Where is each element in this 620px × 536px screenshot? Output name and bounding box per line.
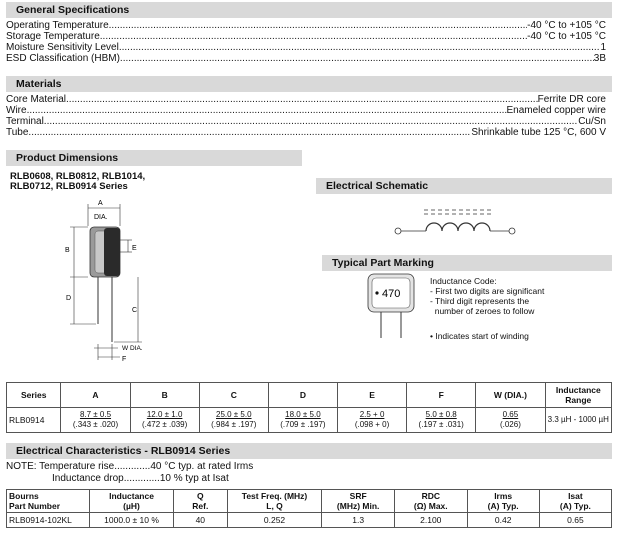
col-header: SRF (MHz) Min. xyxy=(322,490,395,513)
marking-note: • Indicates start of winding xyxy=(430,331,529,341)
table-header-row xyxy=(7,490,612,513)
dim-cell: 18.0 ± 5.0 (.709 ± .197) xyxy=(268,408,337,433)
series-line-2: RLB0712, RLB0914 Series xyxy=(10,181,128,192)
dim-label-d: D xyxy=(66,295,72,302)
table-header-row xyxy=(7,383,612,408)
material-label: Tube xyxy=(6,127,29,138)
q-cell: 40 xyxy=(173,513,227,528)
test-freq-cell: 0.252 xyxy=(227,513,322,528)
materials-header: Materials xyxy=(6,76,612,92)
electrical-header: Electrical Characteristics - RLB0914 Series xyxy=(6,443,612,459)
col-header: Irms (A) Typ. xyxy=(467,490,539,513)
material-label: Core Material xyxy=(6,94,67,105)
marking-note: - Third digit represents the xyxy=(430,296,530,306)
col-header: Q Ref. xyxy=(173,490,227,513)
material-label: Terminal xyxy=(6,116,44,127)
isat-cell: 0.65 xyxy=(539,513,611,528)
dim-label-w-dia: W DIA. xyxy=(122,345,143,352)
inductance-cell: 1000.0 ± 10 % xyxy=(90,513,174,528)
material-label: Wire xyxy=(6,105,27,116)
material-row xyxy=(6,127,606,139)
schematic-header: Electrical Schematic xyxy=(316,178,612,194)
table-row xyxy=(7,408,612,433)
spec-label: Storage Temperature xyxy=(6,31,100,42)
spec-value: 3B xyxy=(593,53,606,64)
note-inductance-drop: Inductance drop.............10 % typ at Isat xyxy=(52,473,229,484)
srf-cell: 1.3 xyxy=(322,513,395,528)
col-header: Isat (A) Typ. xyxy=(539,490,611,513)
dim-cell: 25.0 ± 5.0 (.984 ± .197) xyxy=(199,408,268,433)
irms-cell: 0.42 xyxy=(467,513,539,528)
dim-cell: 0.65 (.026) xyxy=(476,408,545,433)
series-line-1: RLB0608, RLB0812, RLB1014, xyxy=(10,171,146,182)
note-temperature-rise: NOTE: Temperature rise.............40 °C typ. at rated Irms xyxy=(6,461,254,472)
product-dimensions-header: Product Dimensions xyxy=(6,150,302,166)
general-specs-header: General Specifications xyxy=(6,2,612,18)
marking-code: 470 xyxy=(382,288,401,300)
dim-label-a-dia: DIA. xyxy=(94,214,108,221)
material-value: Enameled copper wire xyxy=(506,105,606,116)
spec-row xyxy=(6,53,606,65)
spec-value: -40 °C to +105 °C xyxy=(527,20,606,31)
dimension-drawing xyxy=(40,194,180,370)
col-header: B xyxy=(130,383,199,408)
marking-header: Typical Part Marking xyxy=(322,255,612,271)
col-header: E xyxy=(337,383,406,408)
dim-label-f: F xyxy=(122,356,127,363)
dim-cell: 5.0 ± 0.8 (.197 ± .031) xyxy=(407,408,476,433)
dim-cell: 8.7 ± 0.5 (.343 ± .020) xyxy=(61,408,130,433)
dim-label-b: B xyxy=(65,247,70,254)
col-header: A xyxy=(61,383,130,408)
series-cell: RLB0914 xyxy=(7,408,61,433)
spec-value: 1 xyxy=(600,42,606,53)
col-header: Bourns Part Number xyxy=(7,490,90,513)
material-value: Ferrite DR core xyxy=(537,94,606,105)
spec-value: -40 °C to +105 °C xyxy=(527,31,606,42)
inductor-schematic xyxy=(390,204,520,244)
col-header: F xyxy=(407,383,476,408)
dim-label-e: E xyxy=(132,245,137,252)
marking-note: number of zeroes to follow xyxy=(430,306,535,316)
part-number-cell: RLB0914-102KL xyxy=(7,513,90,528)
rdc-cell: 2.100 xyxy=(395,513,468,528)
dim-label-a: A xyxy=(98,200,103,207)
col-header: Series xyxy=(7,383,61,408)
material-value: Cu/Sn xyxy=(578,116,606,127)
col-header: RDC (Ω) Max. xyxy=(395,490,468,513)
col-header: Inductance (µH) xyxy=(90,490,174,513)
material-value: Shrinkable tube 125 °C, 600 V xyxy=(471,127,606,138)
marking-note: - First two digits are significant xyxy=(430,286,545,296)
dimensions-table xyxy=(6,382,612,433)
spec-label: Moisture Sensitivity Level xyxy=(6,42,119,53)
dim-cell: 2.5 + 0 (.098 + 0) xyxy=(337,408,406,433)
col-header: C xyxy=(199,383,268,408)
col-header: Test Freq. (MHz) L, Q xyxy=(227,490,322,513)
electrical-table xyxy=(6,489,612,528)
col-header: Inductance Range xyxy=(545,383,611,408)
dim-label-c: C xyxy=(132,307,138,314)
inductance-range-cell: 3.3 µH - 1000 µH xyxy=(545,408,611,433)
table-row xyxy=(7,513,612,528)
spec-label: ESD Classification (HBM) xyxy=(6,53,120,64)
dim-cell: 12.0 ± 1.0 (.472 ± .039) xyxy=(130,408,199,433)
spec-label: Operating Temperature xyxy=(6,20,109,31)
col-header: D xyxy=(268,383,337,408)
marking-note: Inductance Code: xyxy=(430,276,497,286)
col-header: W (DIA.) xyxy=(476,383,545,408)
marking-drawing xyxy=(364,272,420,342)
